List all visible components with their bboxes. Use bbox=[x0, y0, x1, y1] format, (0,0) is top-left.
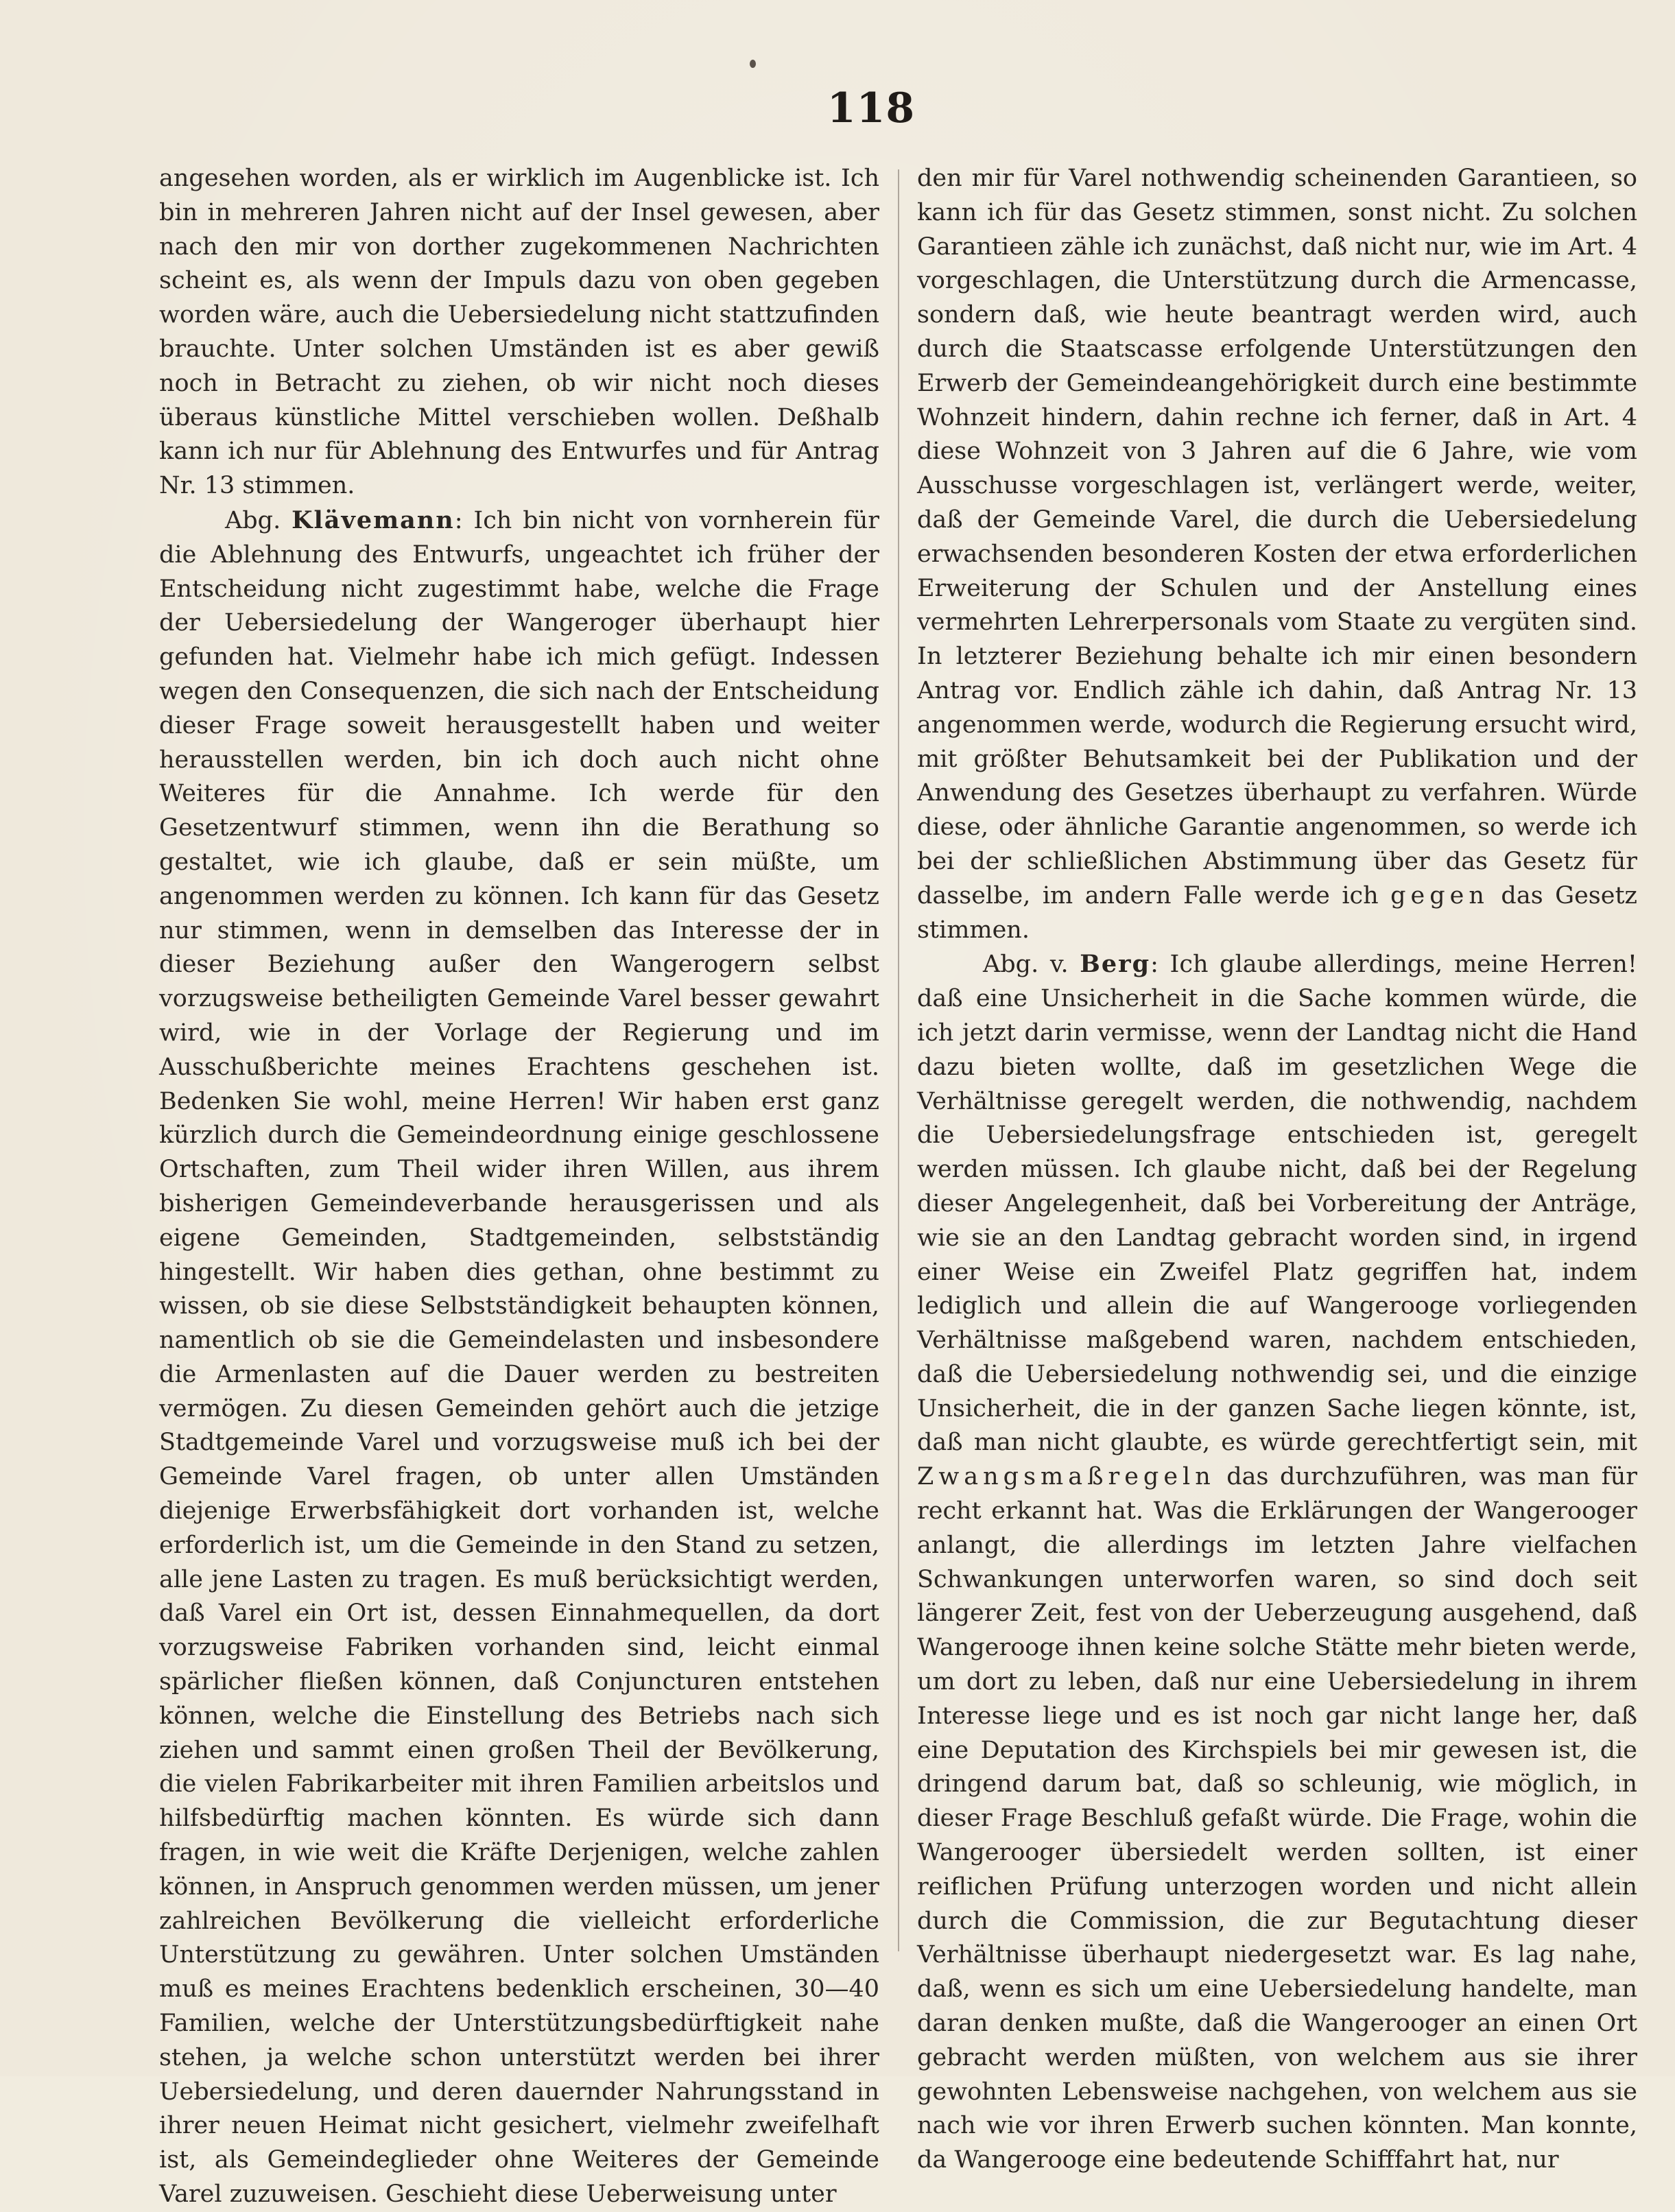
speech-text: : Ich glaube allerdings, meine Herren! daß eine Unsicherheit in die Sache kommen würde, die ich jetzt darin vermisse, wenn der Landtag nicht die Hand dazu bieten wollte, daß im gesetzlichen Wege die Verhältnisse geregelt werden, die nothwendig, nachdem die Uebersiedelungsfrage entschieden ist, geregelt werden müssen. Ich glaube nicht, daß bei der Regelung dieser Angelegenheit, daß bei Vorbereitung der Anträge, wie sie an den Landtag gebracht worden sind, in irgend einer Weise ein Zweifel Platz gegriffen hat, indem lediglich und allein die auf Wangerooge vorliegenden Verhältnisse maßgebend waren, nachdem entschieden, daß die Uebersiedelung nothwendig sei, und die einzige Unsicherheit, die in der ganzen Sache liegen könnte, ist, daß man nicht glaubte, es würde gerechtfertigt sein, mit bbox=[917, 951, 1637, 1457]
speaker-prefix: Abg. bbox=[225, 506, 292, 534]
speaker-prefix: Abg. v. bbox=[983, 951, 1080, 979]
emphasized-word: Zwangsmaßregeln bbox=[917, 1463, 1215, 1491]
speaker-name: Berg bbox=[1080, 950, 1151, 979]
right-paragraph-1 bbox=[917, 162, 1637, 947]
left-paragraph-1: angesehen worden, als er wirklich im Augenblicke ist. Ich bin in mehreren Jahren nicht auf der Insel gewesen, aber nach den mir von dorther zugekommenen Nachrichten scheint es, als wenn der Impuls dazu von oben gegeben worden wäre, auch die Uebersiedelung nicht stattzufinden brauchte. Unter solchen Umständen ist es aber gewiß noch in Betracht zu ziehen, ob wir nicht noch dieses überaus künstliche Mittel verschieben wollen. Deßhalb kann ich nur für Ablehnung des Entwurfes und für Antrag Nr. 13 stimmen. bbox=[159, 165, 879, 500]
right-column bbox=[917, 162, 1637, 2178]
emphasized-word: gegen bbox=[1390, 881, 1489, 909]
left-column bbox=[159, 162, 879, 2212]
speech-text: das durchzuführen, was man für recht erkannt hat. Was die Erklärungen der Wangerooger anlangt, die allerdings im letzten Jahre vielfachen Schwankungen unterworfen waren, so sind doch seit längerer Zeit, fest von der Ueberzeugung ausgehend, daß Wangerooge ihnen keine solche Stätte mehr bieten werde, um dort zu leben, daß nur eine Uebersiedelung in ihrem Interesse liege und es ist noch gar nicht lange her, daß eine Deputation des Kirchspiels bei mir gewesen ist, die dringend darum bat, daß so schleunig, wie möglich, in dieser Frage Beschluß gefaßt würde. Die Frage, wohin die Wangerooger übersiedelt werden sollten, ist einer reiflichen Prüfung unterzogen worden und nicht allein durch die Commission, die zur Begutachtung dieser Verhältnisse überhaupt niedergesetzt war. Es lag nahe, daß, wenn es sich um eine Uebersiedelung handelte, man daran denken mußte, daß die Wangerooger an einen Ort gebracht werden müßten, von welchem aus sie ihrer gewohnten Lebensweise nachgehen, von welchem aus sie nach wie vor ihren Erwerb suchen könnten. Man konnte, da Wangerooge eine bedeutende Schifffahrt hat, nur bbox=[917, 1463, 1637, 2174]
speaker-name: Klävemann bbox=[292, 506, 455, 534]
ink-dot bbox=[750, 60, 756, 68]
page-number: 118 bbox=[827, 84, 916, 132]
speech-text: den mir für Varel nothwendig scheinenden Garantieen, so kann ich für das Gesetz stimmen, sonst nicht. Zu solchen Garantieen zähle ich zunächst, daß nicht nur, wie im Art. 4 vorgeschlagen, die Unterstützung durch die Armencasse, sondern daß, wie heute beantragt werden wird, auch durch die Staatscasse erfolgende Unterstützungen den Erwerb der Gemeindeangehörigkeit durch eine bestimmte Wohnzeit hindern, dahin rechne ich ferner, daß in Art. 4 diese Wohnzeit von 3 Jahren auf die 6 Jahre, wie vom Ausschusse vorgeschlagen ist, verlängert werde, weiter, daß der Gemeinde Varel, die durch die Uebersiedelung erwachsenden besonderen Kosten der etwa erforderlichen Erweiterung der Schulen und der Anstellung eines vermehrten Lehrerpersonals vom Staate zu vergüten sind. In letzterer Beziehung behalte ich mir einen besondern Antrag vor. Endlich zähle ich dahin, daß Antrag Nr. 13 angenommen werde, wodurch die Regierung ersucht wird, mit größter Behutsamkeit bei der Publikation und der Anwendung des Gesetzes überhaupt zu verfahren. Würde diese, oder ähnliche Garantie angenommen, so werde ich bei der schließlichen Abstimmung über das Gesetz für dasselbe, im andern Falle werde ich bbox=[917, 165, 1637, 909]
speech-text: : Ich bin nicht von vornherein für die Ablehnung des Entwurfs, ungeachtet ich früher der Entscheidung nicht zugestimmt habe, welche die Frage der Uebersiedelung der Wangeroger überhaupt hier gefunden hat. Vielmehr habe ich mich gefügt. Indessen wegen den Consequenzen, die sich nach der Entscheidung dieser Frage soweit herausgestellt haben und weiter herausstellen werden, bin ich doch auch nicht ohne Weiteres für die Annahme. Ich werde für den Gesetzentwurf stimmen, wenn ihn die Berathung so gestaltet, wie ich glaube, daß er sein müßte, um angenommen werden zu können. Ich kann für das Gesetz nur stimmen, wenn in demselben das Interesse der in dieser Beziehung außer den Wangerogern selbst vorzugsweise betheiligten Gemeinde Varel besser gewahrt wird, wie in der Vorlage der Regierung und im Ausschußberichte meines Erachtens geschehen ist. Bedenken Sie wohl, meine Herren! Wir haben erst ganz kürzlich durch die Gemeindeordnung einige geschlossene Ortschaften, zum Theil wider ihren Willen, aus ihrem bisherigen Gemeindeverbande herausgerissen und als eigene Gemeinden, Stadtgemeinden, selbstständig hingestellt. Wir haben dies gethan, ohne bestimmt zu wissen, ob sie diese Selbstständigkeit behaupten können, namentlich ob sie die Gemeindelasten und insbesondere die Armenlasten auf die Dauer werden zu bestreiten vermögen. Zu diesen Gemeinden gehört auch die jetzige Stadtgemeinde Varel und vorzugsweise muß ich bei der Gemeinde Varel fragen, ob unter allen Umständen diejenige Erwerbsfähigkeit dort vorhanden ist, welche erforderlich ist, um die Gemeinde in den Stand zu setzen, alle jene Lasten zu tragen. Es muß berücksichtigt werden, daß Varel ein Ort ist, dessen Einnahmequellen, da dort vorzugsweise Fabriken vorhanden sind, leicht einmal spärlicher fließen können, daß Conjuncturen entstehen können, welche die Einstellung des Betriebs nach sich ziehen und sammt einen großen Theil der Bevölkerung, die vielen Fabrikarbeiter mit ihren Familien arbeitslos und hilfsbedürftig machen könnten. Es würde sich dann fragen, in wie weit die Kräfte Derjenigen, welche zahlen können, in Anspruch genommen werden müssen, um jener zahlreichen Bevölkerung die vielleicht erforderliche Unterstützung zu gewähren. Unter solchen Umständen muß es meines Erachtens bedenklich erscheinen, 30—40 Familien, welche der Unterstützungsbedürftigkeit nahe stehen, ja welche schon unterstützt werden bei ihrer Uebersiedelung, und deren dauernder Nahrungsstand in ihrer neuen Heimat nicht gesichert, vielmehr zweifelhaft ist, als Gemeindeglieder ohne Weiteres der Gemeinde Varel zuzuweisen. Geschieht diese Ueberweisung unter bbox=[159, 506, 879, 2209]
column-divider bbox=[898, 169, 899, 1951]
right-paragraph-2 bbox=[917, 947, 1637, 2178]
speech-text: das Gesetz stimmen. bbox=[917, 881, 1637, 944]
left-paragraph-2 bbox=[159, 503, 879, 2212]
